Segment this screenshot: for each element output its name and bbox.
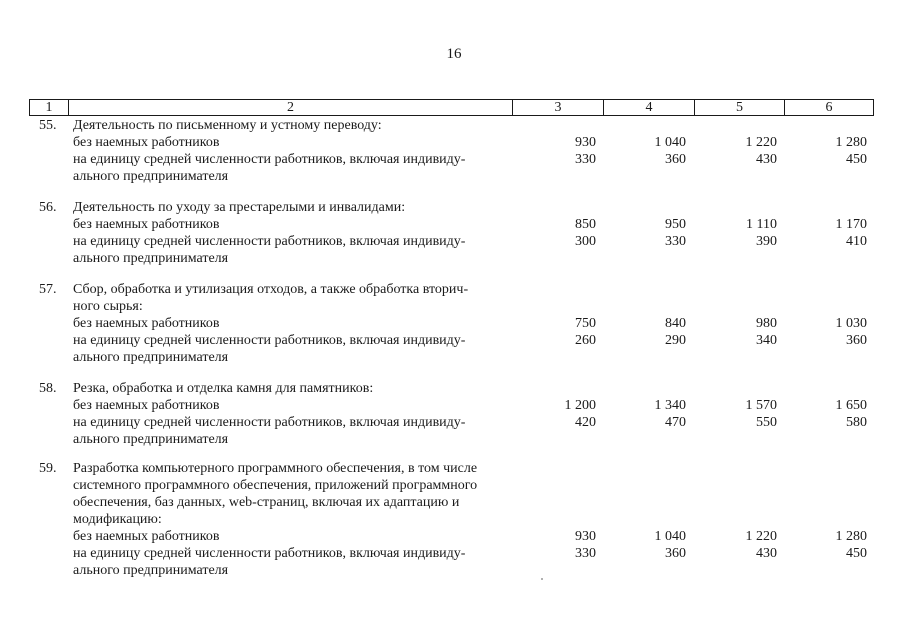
row-value-col-3: 330	[575, 546, 596, 561]
row-value-col-4: 470	[665, 415, 686, 430]
row-value-col-5: 1 220	[745, 135, 777, 150]
row-value-col-3: 300	[575, 234, 596, 249]
row-number: 58.	[39, 381, 57, 396]
header-col-6: 6	[784, 100, 873, 115]
row-number: 59.	[39, 461, 57, 476]
row-subitem-label: ального предпринимателя	[73, 169, 229, 184]
table-header	[29, 99, 874, 116]
row-subitem-label: ального предпринимателя	[73, 432, 229, 447]
row-value-col-3: 850	[575, 217, 596, 232]
row-value-col-6: 1 280	[835, 135, 867, 150]
row-value-col-6: 580	[846, 415, 867, 430]
row-value-col-5: 430	[756, 152, 777, 167]
row-value-col-6: 1 170	[835, 217, 867, 232]
row-value-col-3: 930	[575, 529, 596, 544]
row-subitem-label: без наемных работников	[73, 398, 220, 413]
row-title-line: модификацию:	[73, 512, 162, 527]
row-value-col-6: 360	[846, 333, 867, 348]
row-title-line: Деятельность по письменному и устному переводу:	[73, 118, 382, 133]
row-value-col-4: 360	[665, 546, 686, 561]
row-title-line: обеспечения, баз данных, web-страниц, включая их адаптацию и	[73, 495, 460, 510]
header-col-2: 2	[68, 100, 512, 115]
row-value-col-4: 290	[665, 333, 686, 348]
row-value-col-4: 1 040	[654, 135, 686, 150]
row-subitem-label: на единицу средней численности работников, включая индивиду-	[73, 333, 466, 348]
row-value-col-3: 260	[575, 333, 596, 348]
row-number: 56.	[39, 200, 57, 215]
row-subitem-label: ального предпринимателя	[73, 563, 229, 578]
header-col-1: 1	[45, 100, 53, 115]
row-value-col-5: 430	[756, 546, 777, 561]
row-title-line: Разработка компьютерного программного обеспечения, в том числе	[73, 461, 478, 476]
row-value-col-3: 420	[575, 415, 596, 430]
row-value-col-6: 1 280	[835, 529, 867, 544]
row-value-col-4: 1 340	[654, 398, 686, 413]
row-number: 57.	[39, 282, 57, 297]
row-subitem-label: на единицу средней численности работников, включая индивиду-	[73, 152, 466, 167]
row-value-col-3: 750	[575, 316, 596, 331]
page-number: 16	[446, 46, 462, 62]
row-value-col-5: 550	[756, 415, 777, 430]
header-col-3: 3	[512, 100, 603, 115]
row-value-col-5: 1 220	[745, 529, 777, 544]
row-subitem-label: без наемных работников	[73, 316, 220, 331]
row-subitem-label: ального предпринимателя	[73, 350, 229, 365]
row-value-col-4: 330	[665, 234, 686, 249]
row-subitem-label: без наемных работников	[73, 217, 220, 232]
row-title-line: Резка, обработка и отделка камня для памятников:	[73, 381, 374, 396]
row-subitem-label: ального предпринимателя	[73, 251, 229, 266]
row-title-line: Деятельность по уходу за престарелыми и инвалидами:	[73, 200, 406, 215]
row-subitem-label: на единицу средней численности работников, включая индивиду-	[73, 415, 466, 430]
row-value-col-5: 340	[756, 333, 777, 348]
row-value-col-3: 930	[575, 135, 596, 150]
row-value-col-3: 330	[575, 152, 596, 167]
row-title-line: Сбор, обработка и утилизация отходов, а также обработка вторич-	[73, 282, 469, 297]
header-col-4: 4	[603, 100, 694, 115]
row-value-col-6: 450	[846, 152, 867, 167]
header-col-5: 5	[694, 100, 784, 115]
row-value-col-4: 840	[665, 316, 686, 331]
row-value-col-4: 1 040	[654, 529, 686, 544]
row-subitem-label: на единицу средней численности работников, включая индивиду-	[73, 234, 466, 249]
row-value-col-6: 450	[846, 546, 867, 561]
row-value-col-6: 410	[846, 234, 867, 249]
row-title-line: ного сырья:	[73, 299, 143, 314]
row-value-col-6: 1 030	[835, 316, 867, 331]
row-value-col-3: 1 200	[564, 398, 596, 413]
row-subitem-label: без наемных работников	[73, 135, 220, 150]
row-number: 55.	[39, 118, 57, 133]
row-title-line: системного программного обеспечения, приложений программного	[73, 478, 478, 493]
row-value-col-5: 980	[756, 316, 777, 331]
row-value-col-4: 950	[665, 217, 686, 232]
row-subitem-label: на единицу средней численности работников, включая индивиду-	[73, 546, 466, 561]
row-value-col-5: 390	[756, 234, 777, 249]
row-value-col-4: 360	[665, 152, 686, 167]
scan-speck	[541, 578, 543, 580]
row-value-col-6: 1 650	[835, 398, 867, 413]
row-value-col-5: 1 570	[745, 398, 777, 413]
row-value-col-5: 1 110	[746, 217, 777, 232]
row-subitem-label: без наемных работников	[73, 529, 220, 544]
